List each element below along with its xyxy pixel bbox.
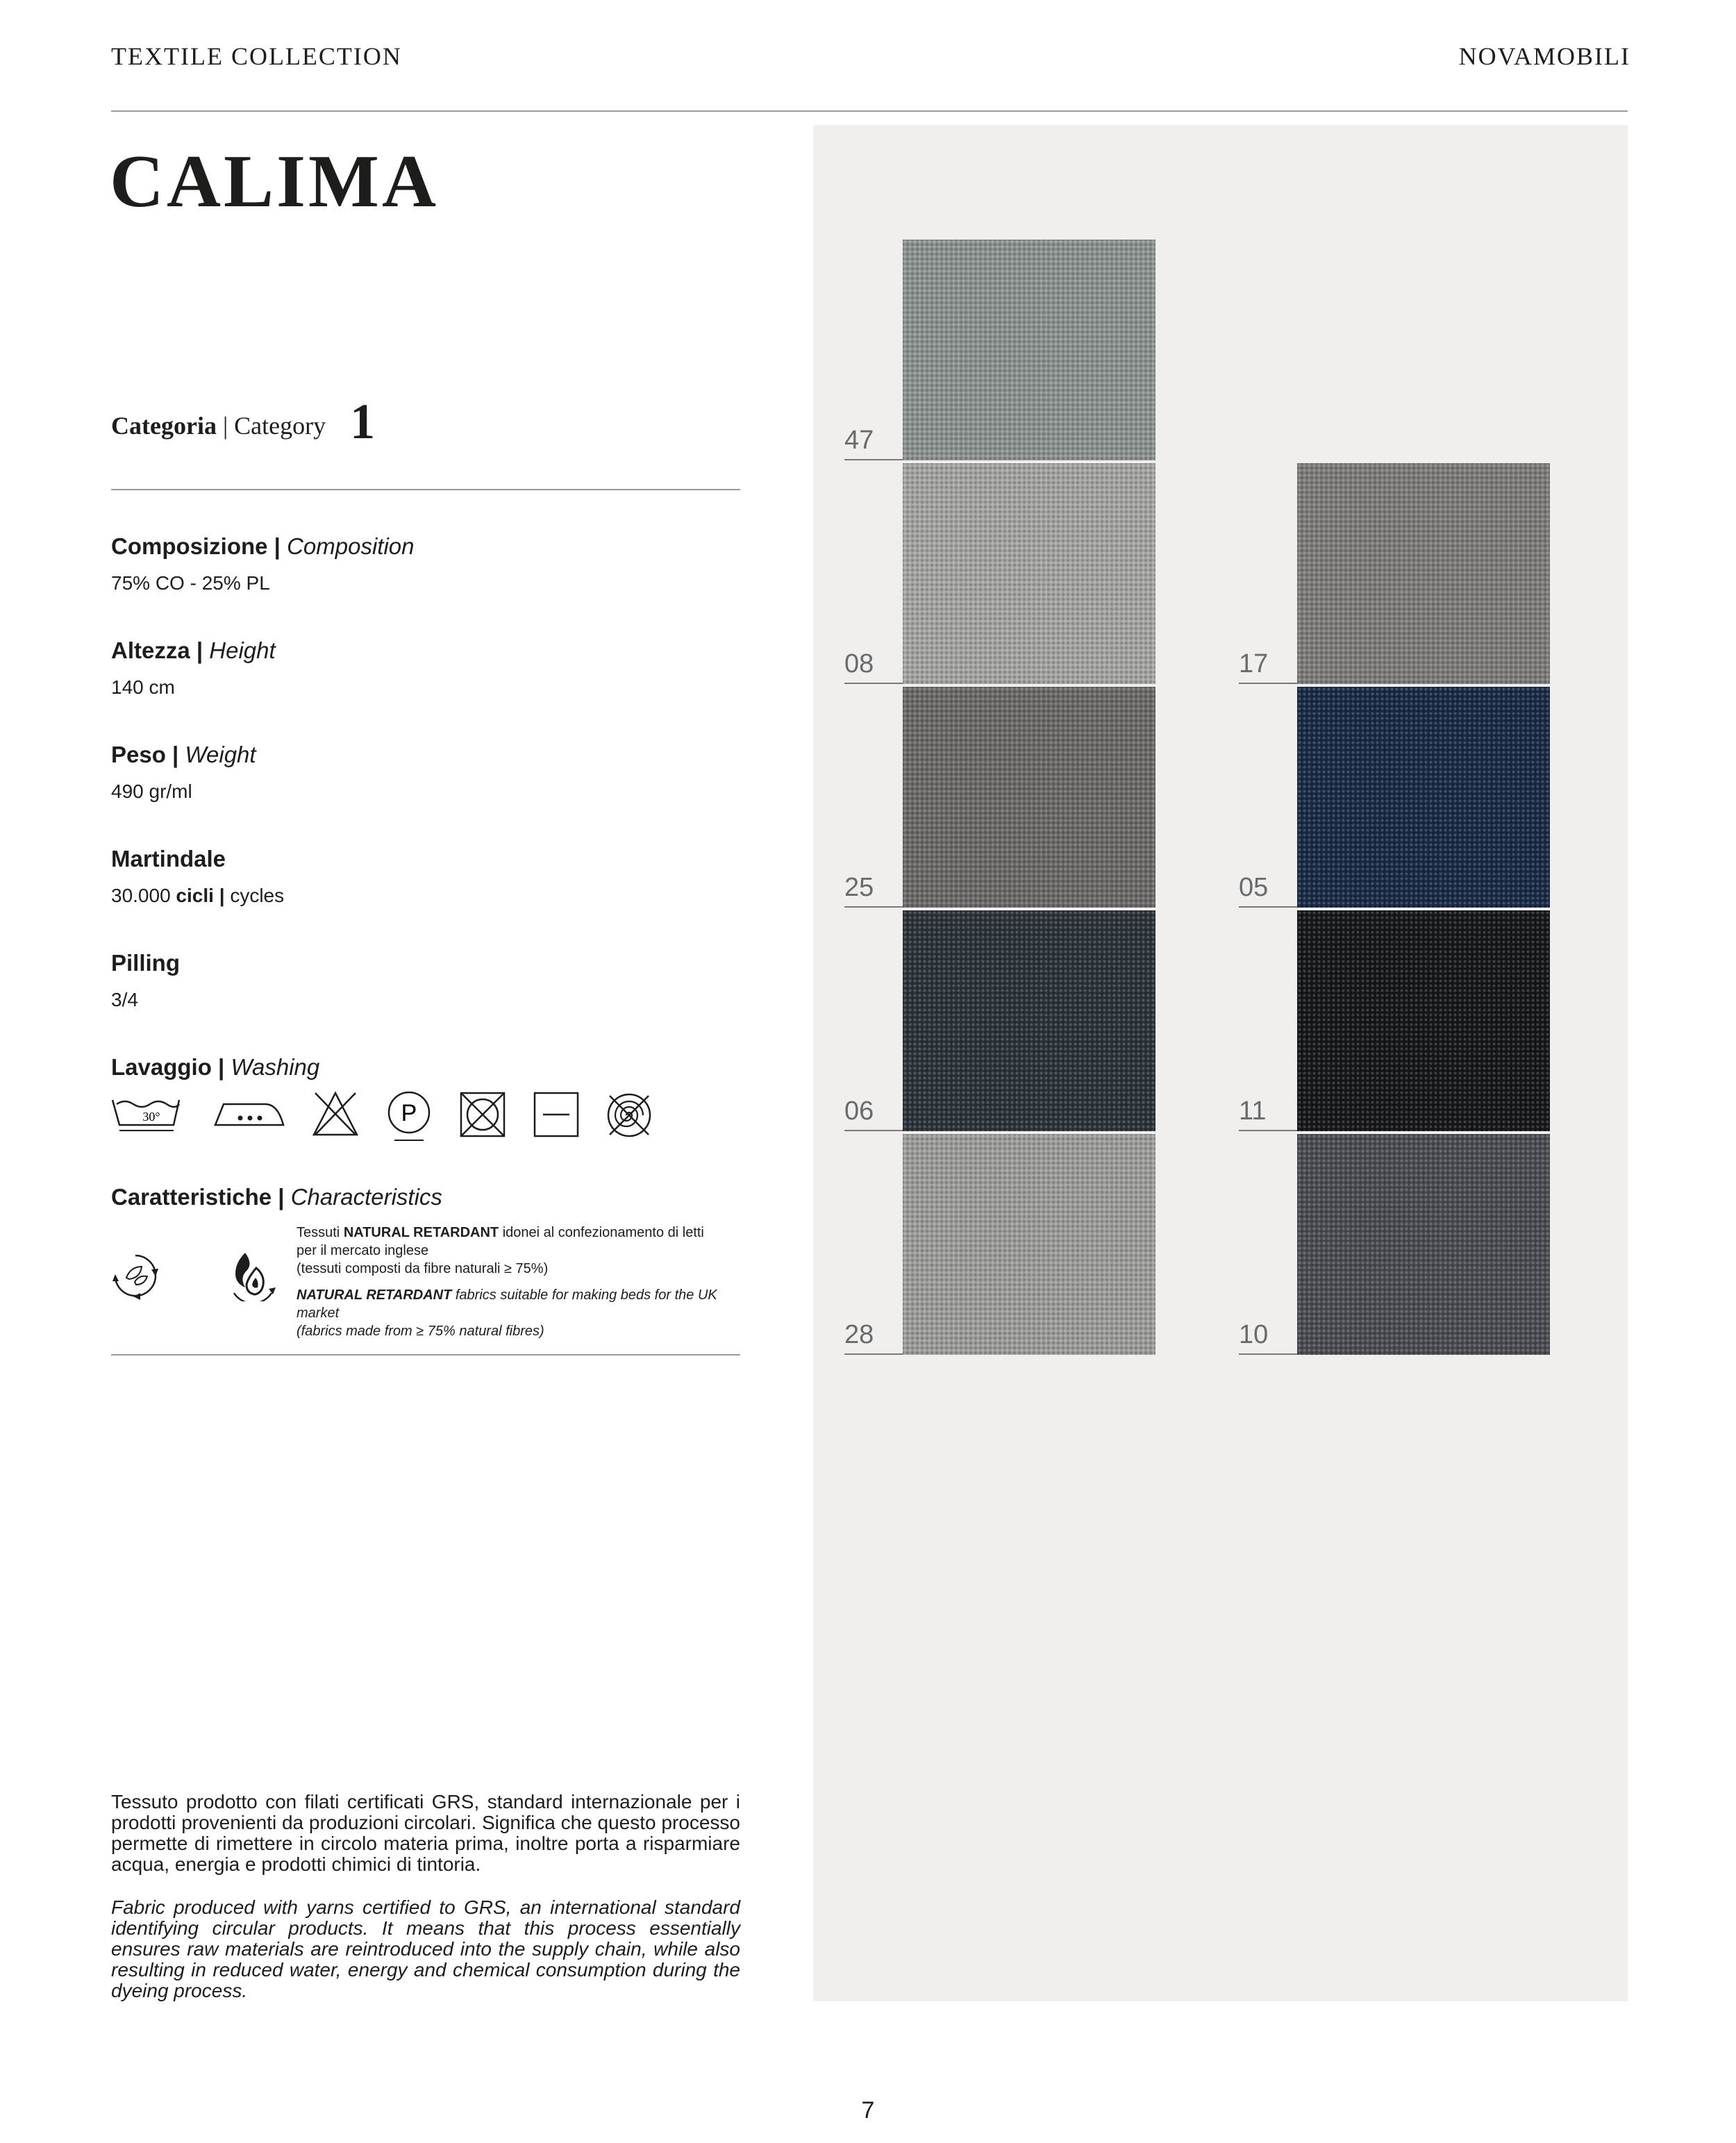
spec-title-it: Altezza — [111, 637, 190, 663]
swatch-code: 11 — [1239, 1096, 1267, 1126]
fabric-swatch-47 — [903, 240, 1155, 460]
fabric-sample — [903, 910, 1155, 1131]
washing-title: Lavaggio | Washing — [111, 1054, 320, 1080]
spec-martindale: Martindale 30.000 cicli | cycles — [111, 846, 285, 906]
martindale-unit-en: cycles — [230, 885, 285, 906]
swatch-code: 05 — [1239, 873, 1269, 902]
fabric-sample — [1297, 1134, 1550, 1355]
iron-3-dots-icon — [212, 1090, 286, 1142]
swatch-code-underline — [844, 1130, 903, 1131]
category-value: 1 — [350, 394, 376, 449]
no-tumble-dry-icon — [458, 1090, 507, 1142]
grs-description-it: Tessuto prodotto con filati certificati GRS, standard internazionale per i prodotti provenienti da produzioni circolari. Significa che questo processo permette di rimettere in circolo materia prima, inoltre porta a risparmiare acqua, energia e prodotti chimici di tintoria. — [111, 1791, 740, 1875]
no-bleach-icon — [311, 1090, 360, 1142]
fabric-swatch-11 — [1297, 910, 1550, 1131]
wash-30-gentle-icon — [110, 1090, 182, 1142]
characteristics-en: NATURAL RETARDANT fabrics suitable for making beds for the UK market (fabrics made from ≥ 75% natural fibres) — [297, 1287, 717, 1339]
grs-description-en: Fabric produced with yarns certified to GRS, an international standard identifying circular products. It means that this process essentially ensures raw materials are reintroduced into the supply chain, while also resulting in reduced water, energy and chemical consumption during the dyeing process. — [111, 1896, 740, 2001]
fabric-swatch-06 — [903, 910, 1155, 1131]
spec-weight: Peso | Weight 490 gr/ml — [111, 742, 256, 802]
swatch-code: 17 — [1239, 649, 1269, 678]
fabric-swatch-28 — [903, 1134, 1155, 1355]
swatch-code: 08 — [844, 649, 874, 678]
category-label-it: Categoria — [111, 412, 217, 440]
dryclean-p-icon — [385, 1090, 433, 1146]
martindale-unit-it: cicli — [176, 885, 214, 906]
header-divider — [111, 110, 1628, 112]
category-line — [111, 389, 375, 447]
fabric-swatch-08 — [903, 463, 1155, 684]
swatch-code: 10 — [1239, 1320, 1269, 1349]
fabric-sample — [903, 687, 1155, 908]
fabric-swatch-05 — [1297, 687, 1550, 908]
page-number: 7 — [861, 2097, 875, 2124]
wash-temperature: 30° — [142, 1110, 160, 1124]
dryclean-letter: P — [401, 1100, 417, 1126]
collection-label: TEXTILE COLLECTION — [111, 42, 402, 70]
flame-retardant-icon — [226, 1247, 280, 1305]
swatch-code-underline — [844, 1353, 903, 1355]
recycled-leaves-icon — [110, 1250, 161, 1305]
swatch-code-underline — [1239, 906, 1297, 908]
characteristics-title: Caratteristiche | Characteristics — [111, 1184, 442, 1210]
spec-title-en: Weight — [185, 742, 256, 767]
spec-height: Altezza | Height 140 cm — [111, 637, 276, 698]
no-wring-icon — [604, 1090, 654, 1144]
fabric-sample — [1297, 687, 1550, 908]
swatch-code: 25 — [844, 873, 874, 902]
swatch-code-underline — [1239, 683, 1297, 684]
swatch-code-underline — [1239, 1130, 1297, 1131]
fabric-swatch-25 — [903, 687, 1155, 908]
characteristics-divider — [111, 1354, 740, 1356]
dry-flat-icon — [532, 1090, 581, 1142]
fabric-sample — [1297, 910, 1550, 1131]
swatch-code-underline — [844, 459, 903, 460]
spec-value: 490 gr/ml — [111, 781, 192, 802]
spec-title-it: Pilling — [111, 950, 180, 976]
spec-title-it: Composizione — [111, 533, 268, 559]
spec-composition: Composizione | Composition 75% CO - 25% PL — [111, 533, 415, 594]
swatch-code: 06 — [844, 1096, 874, 1126]
spec-title-en: Height — [209, 637, 276, 663]
fabric-swatch-10 — [1297, 1134, 1550, 1355]
fabric-swatch-17 — [1297, 463, 1550, 684]
swatch-code: 47 — [844, 426, 874, 455]
spec-value: 140 cm — [111, 676, 175, 698]
spec-value: 75% CO - 25% PL — [111, 572, 270, 594]
spec-value: 3/4 — [111, 989, 138, 1010]
characteristics-it: Tessuti NATURAL RETARDANT idonei al confezionamento di letti per il mercato inglese (tessuti composti da fibre naturali ≥ 75%) — [297, 1225, 704, 1276]
fabric-sample — [903, 1134, 1155, 1355]
product-title: CALIMA — [110, 140, 439, 223]
martindale-number: 30.000 — [111, 885, 171, 906]
swatch-code-underline — [844, 683, 903, 684]
characteristics-description — [297, 1224, 727, 1349]
fabric-sample — [903, 463, 1155, 684]
swatch-code-underline — [1239, 1353, 1297, 1355]
spec-title-it: Martindale — [111, 846, 226, 872]
brand-name: NOVAMOBILI — [1458, 42, 1630, 70]
swatch-code-underline — [844, 906, 903, 908]
category-label-en: Category — [234, 412, 326, 440]
category-divider — [111, 489, 740, 490]
fabric-sample — [1297, 463, 1550, 684]
category-separator: | — [222, 412, 228, 440]
spec-pilling — [111, 950, 180, 1011]
swatch-code: 28 — [844, 1320, 874, 1349]
spec-title-en: Composition — [287, 533, 415, 559]
fabric-sample — [903, 240, 1155, 460]
spec-title-it: Peso — [111, 742, 166, 767]
